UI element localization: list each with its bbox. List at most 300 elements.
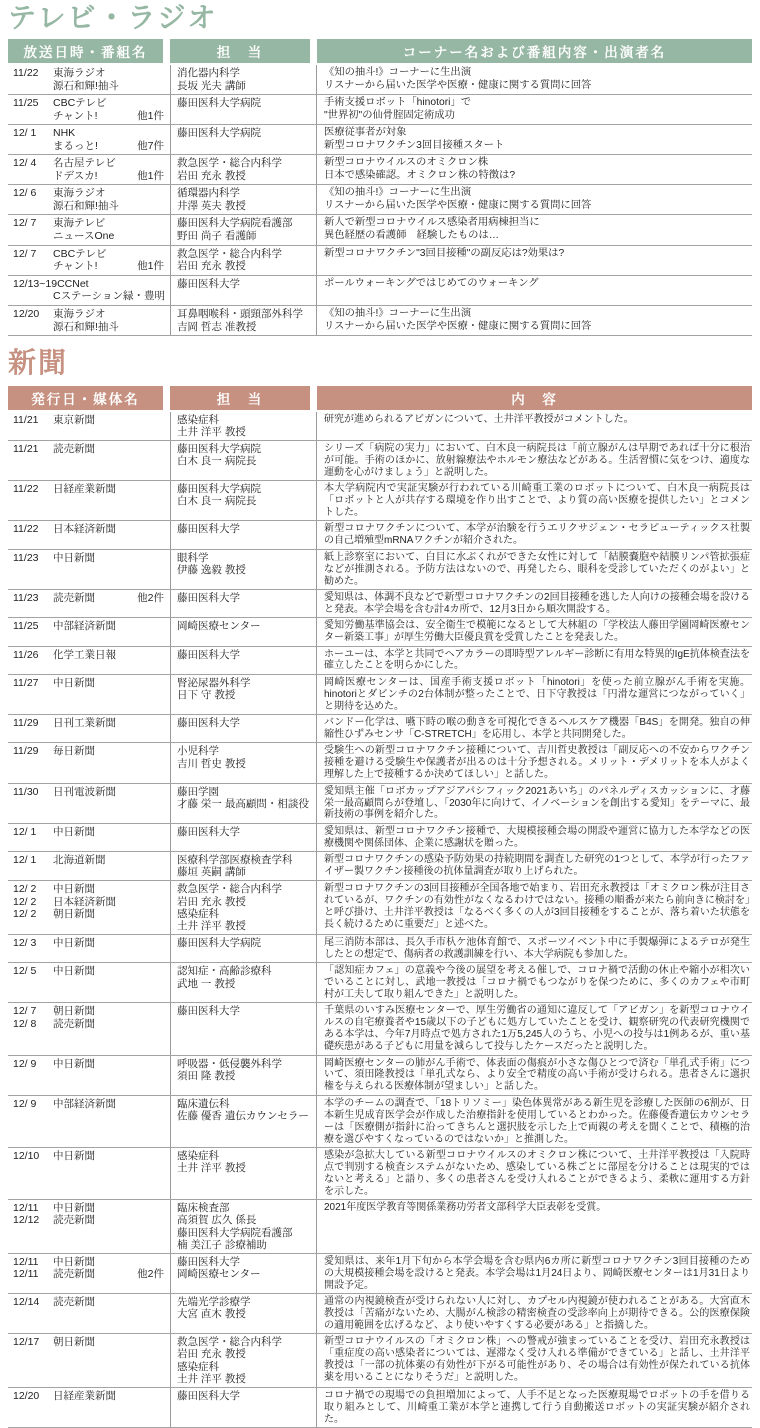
table-row [8, 1294, 752, 1334]
cell-content [316, 590, 752, 617]
date-text: 11/26 [13, 648, 39, 661]
media-line [13, 1336, 168, 1348]
cell-staff [170, 824, 316, 851]
staff-line: 救急医学・総合内科学 [177, 157, 282, 170]
staff-line: 腎泌尿器外科学 [177, 676, 251, 689]
cell-staff [170, 441, 316, 480]
date-text: 12/ 1 [13, 127, 37, 140]
table-row [8, 715, 752, 743]
date-text: 12/ 7 [13, 247, 37, 260]
media-line [13, 321, 168, 334]
cell-staff [170, 1254, 316, 1293]
table-row [8, 1003, 752, 1055]
date-text: 11/22 [13, 523, 39, 536]
table-row [8, 647, 752, 675]
date-text [13, 170, 53, 183]
cell-content [316, 215, 752, 244]
media-line [13, 717, 168, 729]
cell-staff [170, 125, 316, 154]
media-line [13, 677, 168, 689]
cell-date-media [8, 1003, 170, 1054]
content-line: 医療従事者が対象 [324, 127, 407, 139]
table-row [8, 306, 752, 336]
staff-line: 眼科学 [177, 551, 209, 564]
content-line: 新型コロナワクチンの感染予防効果の持続期間を調査した研究の1つとして、本学が行ったファイザー製ワクチン接種後の抗体量調査が取り上げられた。 [324, 854, 750, 878]
cell-staff [170, 276, 316, 305]
date-text: 12/ 4 [13, 157, 37, 170]
date-text: 12/ 7 [13, 217, 37, 230]
media-line [13, 443, 168, 455]
date-text: 11/27 [13, 676, 39, 689]
cell-date-media [8, 185, 170, 214]
media-line [13, 965, 168, 977]
cell-date-media [8, 935, 170, 962]
media-name: 源石和輝!抽斗 [53, 320, 119, 333]
cell-content [316, 521, 752, 548]
media-name: 東海テレビ [53, 217, 106, 230]
media-name: まるっと! [53, 139, 98, 152]
staff-line: 藤田医科大学 [177, 277, 240, 290]
table-row [8, 1254, 752, 1294]
extra-count: 他1件 [137, 260, 164, 273]
cell-content [316, 1096, 752, 1147]
content-line: 感染が急拡大している新型コロナウイルスのオミクロン株について、土井洋平教授は「入院時点で判別する検査システムがないため、感染している株ごとに部屋を分けることは現実的ではないと考える」と語り、多くの患者さんを受け入れることができるよう、柔軟に運用する方針を示した。 [324, 1149, 750, 1197]
date-text: 12/11 [13, 1202, 39, 1215]
media-name: チャント! [53, 260, 98, 273]
cell-content [316, 935, 752, 962]
cell-staff [170, 935, 316, 962]
cell-staff [170, 1056, 316, 1095]
staff-line: 吉川 哲史 教授 [177, 757, 246, 770]
cell-staff [170, 185, 316, 214]
table-row [8, 935, 752, 963]
table-row [8, 1388, 752, 1428]
cell-date-media [8, 743, 170, 782]
media-name: 読売新聞 [53, 1295, 95, 1308]
media-name: 日経産業新聞 [53, 483, 116, 496]
extra-count: 他1件 [137, 109, 164, 122]
date-text: 12/17 [13, 1336, 40, 1349]
content-line: ポールウォーキングではじめてのウォーキング [324, 277, 539, 289]
cell-content [316, 550, 752, 589]
content-line: 新型コロナウイルスの「オミクロン株」への警戒が強まっていることを受け、岩田充永教授は「重症度の高い感染者については、遅滞なく受け入れる準備ができている」と話し、土井洋平教授は「一部の抗体薬の有効性が下がる可能性があり、その場合は有効性が保たれている抗体薬を用いることになりそうだ」と説明した。 [324, 1336, 750, 1383]
cell-content [316, 125, 752, 154]
staff-line: 吉岡 哲志 准教授 [177, 320, 257, 333]
cell-date-media [8, 647, 170, 674]
media-line [13, 523, 168, 535]
extra-count: 他1件 [137, 170, 164, 183]
staff-line: 臨床検査部 [177, 1202, 230, 1215]
cell-staff [170, 784, 316, 823]
staff-line: 救急医学・総合内科学 [177, 247, 282, 260]
table-row [8, 1148, 752, 1200]
table-row [8, 412, 752, 441]
content-line: バンドー化学は、嚥下時の喉の動きを可視化できるヘルスケア機器「B4S」を開発。独自の伸縮性ひずみセンサ「C-STRETCH」を応用し、本学と共同開発した。 [324, 717, 750, 740]
cell-date-media [8, 963, 170, 1002]
media-name: ニュースOne [53, 230, 115, 243]
staff-line: 岩田 充永 教授 [177, 170, 246, 183]
media-line [13, 1058, 168, 1070]
cell-date-media [8, 881, 170, 934]
cell-date-media [8, 1334, 170, 1387]
cell-content [316, 824, 752, 851]
cell-date-media [8, 441, 170, 480]
staff-line: 岩田 充永 教授 [177, 260, 246, 273]
media-name: 化学工業日報 [53, 648, 116, 661]
media-line [13, 140, 168, 153]
newspaper-header-publish-date-media: 発行日・媒体名 [8, 386, 163, 410]
cell-staff [170, 590, 316, 617]
media-line [13, 1214, 168, 1226]
staff-line: 佐藤 優香 遺伝カウンセラー [177, 1110, 309, 1123]
staff-line: 感染症科 [177, 413, 219, 426]
staff-line: 藤田医科大学 [177, 825, 240, 838]
media-name: 中部経済新聞 [53, 1097, 116, 1110]
staff-line: 須田 隆 教授 [177, 1069, 236, 1082]
media-name: 日刊電波新聞 [53, 785, 116, 798]
cell-staff [170, 412, 316, 440]
cell-content [316, 963, 752, 1002]
media-line [13, 883, 168, 895]
staff-line: 救急医学・総合内科学 [177, 1336, 282, 1349]
staff-line: 岡崎医療センター [177, 620, 261, 633]
media-line [13, 414, 168, 426]
table-row [8, 1096, 752, 1148]
content-line: リスナーから届いた医学や医療・健康に関する質問に回答 [324, 200, 592, 212]
cell-content [316, 441, 752, 480]
media-line [13, 552, 168, 564]
newspaper-table-body [8, 412, 752, 1428]
date-text: 12/13~19 [13, 277, 58, 290]
cell-staff [170, 65, 316, 94]
staff-line: 土井 洋平 教授 [177, 920, 246, 933]
staff-line: 藤田医科大学 [177, 1255, 240, 1268]
media-name: 読売新聞 [53, 1214, 95, 1227]
content-line: 千葉県のいすみ医療センターで、厚生労働省の通知に違反して「アビガン」を新型コロナウイルスの自宅療養者や15歳以下の子どもに処方していたことを受け、観察研究の代表研究機関である本学は、今年7月時点で処方された1万5,245人のうち、小児への投与は1例あるが、重い基礎疾患がある子どもに用量を減らして投与したケースだったと説明した。 [324, 1005, 750, 1053]
media-name: 源石和輝!抽斗 [53, 79, 119, 92]
staff-line: 消化器内科学 [177, 67, 240, 79]
media-name: 読売新聞 [53, 442, 95, 455]
content-line: 異色経歴の看護師 経験したものは… [324, 230, 500, 242]
media-name: 毎日新聞 [53, 745, 95, 758]
media-name: 東海ラジオ [53, 307, 106, 320]
media-line [13, 908, 168, 920]
media-line [13, 170, 168, 183]
media-line [13, 127, 168, 140]
cell-staff [170, 215, 316, 244]
media-name: 中日新聞 [53, 1149, 95, 1162]
content-line: 手術支援ロボット「hinotori」で [324, 97, 472, 109]
table-row [8, 675, 752, 715]
date-text: 11/21 [13, 413, 39, 426]
cell-staff [170, 521, 316, 548]
media-name: 東海ラジオ [53, 67, 106, 79]
staff-line: 野田 尚子 看護師 [177, 230, 257, 243]
cell-staff [170, 963, 316, 1002]
staff-line: 藤田学園 [177, 785, 219, 798]
section-tv-radio [8, 2, 752, 336]
date-text [13, 200, 53, 213]
media-line [13, 110, 168, 123]
media-line [13, 896, 168, 908]
media-name: 日刊工業新聞 [53, 717, 116, 730]
cell-date-media [8, 1096, 170, 1147]
content-line: "世界初"の仙骨腟固定術成功 [324, 109, 455, 121]
cell-content [316, 1056, 752, 1095]
staff-line: 才藤 栄一 最高顧問・相談役 [177, 797, 309, 810]
table-row [8, 784, 752, 824]
staff-line: 小児科学 [177, 745, 219, 758]
media-name: 中日新聞 [53, 676, 95, 689]
date-text: 12/12 [13, 1214, 40, 1227]
media-name: 源石和輝!抽斗 [53, 200, 119, 213]
staff-line: 大宮 直木 教授 [177, 1308, 246, 1321]
media-name: 中日新聞 [53, 1057, 95, 1070]
media-line [13, 786, 168, 798]
media-name: 中日新聞 [53, 1255, 95, 1268]
media-line [13, 67, 168, 80]
extra-count: 他2件 [137, 591, 164, 604]
date-text: 11/30 [13, 785, 39, 798]
table-row [8, 276, 752, 306]
staff-line: 岡崎医療センター [177, 1268, 261, 1281]
media-name: 朝日新聞 [53, 907, 95, 920]
content-line: 岡崎医療センターの肺がん手術で、体表面の傷痕が小さな傷ひとつで済む「単孔式手術」について、須田隆教授は「単孔式なら、より安全で精度の高い手術が受けられる。患者さんに選択権を与えられる医療体制が望ましい」と話した。 [324, 1057, 750, 1093]
staff-line: 武地 一 教授 [177, 977, 236, 990]
media-line [13, 1018, 168, 1030]
table-row [8, 481, 752, 521]
cell-date-media [8, 1254, 170, 1293]
cell-date-media [8, 784, 170, 823]
cell-staff [170, 1096, 316, 1147]
cell-staff [170, 743, 316, 782]
media-line [13, 230, 168, 243]
media-name: ドデスカ! [53, 170, 98, 183]
cell-date-media [8, 481, 170, 520]
cell-staff [170, 1148, 316, 1199]
table-row [8, 590, 752, 618]
date-text [13, 140, 53, 153]
cell-staff [170, 306, 316, 335]
date-text: 12/ 1 [13, 854, 37, 867]
content-line: 新型コロナウイルスのオミクロン株 [324, 157, 489, 169]
cell-date-media [8, 1388, 170, 1427]
date-text: 12/ 2 [13, 883, 37, 896]
content-line: 本大学病院内で実証実験が行われている川崎重工業のロボットについて、白木良一病院長は「ロボットと人が共存する環境を作り出すことで、より質の高い医療を提供したい」とコメントした。 [324, 483, 750, 518]
date-text: 11/25 [13, 97, 39, 110]
staff-line: 土井 洋平 教授 [177, 426, 246, 439]
table-row [8, 521, 752, 549]
content-line: 《知の抽斗!》コーナーに生出演 [324, 307, 472, 319]
cell-content [316, 675, 752, 714]
media-name: 日経産業新聞 [53, 1389, 116, 1402]
cell-content [316, 1388, 752, 1427]
staff-line: 感染症科 [177, 1149, 219, 1162]
cell-staff [170, 675, 316, 714]
cell-staff [170, 1200, 316, 1253]
staff-line: 藤田医科大学病院看護部 [177, 217, 293, 230]
staff-line: 藤田医科大学 [177, 648, 240, 661]
section-title-newspaper: 新聞 [8, 346, 69, 378]
cell-content [316, 618, 752, 645]
date-text: 12/11 [13, 1268, 39, 1281]
staff-line: 感染症科 [177, 1360, 219, 1373]
staff-line: 藤田医科大学病院看護部 [177, 1226, 293, 1239]
cell-content [316, 1200, 752, 1253]
staff-line: 白木 良一 病院長 [177, 495, 257, 508]
media-name: 中日新聞 [53, 883, 95, 896]
table-row [8, 125, 752, 155]
staff-line: 藤田医科大学病院 [177, 483, 261, 496]
table-row [8, 963, 752, 1003]
media-name: 中日新聞 [53, 965, 95, 978]
staff-line: 藤田医科大学病院 [177, 127, 261, 140]
content-line: 新型コロナワクチンの3回目接種が全国各地で始まり、岩田充永教授は「オミクロン株が注目されているが、ワクチンの有効性がなくなるわけではない。接種の順番が来たら前向きに検討を」と呼び掛け、土井洋平教授は「なるべく多くの人が3回目接種をすることが、落ち着いた状態を長く続けるために重要だ」と述べた。 [324, 883, 750, 930]
table-row [8, 95, 752, 125]
media-name: 朝日新聞 [53, 1336, 95, 1349]
cell-content [316, 95, 752, 124]
table-row [8, 441, 752, 481]
cell-date-media [8, 1148, 170, 1199]
extra-count: 他2件 [137, 1268, 164, 1281]
content-line: 愛知県は、新型コロナワクチン接種で、大規模接種会場の開設や運営に協力した本学などの医療機関や関係団体、企業に感謝状を贈った。 [324, 825, 750, 849]
date-text: 12/ 8 [13, 1017, 37, 1030]
table-row [8, 852, 752, 881]
staff-line: 藤田医科大学 [177, 591, 240, 604]
media-line [13, 290, 168, 303]
content-line: 新型コロナワクチンについて、本学が治験を行うエリクサジェン・セラピューティックス社製の自己増殖型mRNAワクチンが紹介された。 [324, 523, 750, 547]
cell-content [316, 1334, 752, 1387]
media-line [13, 826, 168, 838]
date-text: 12/ 2 [13, 907, 37, 920]
content-line: リスナーから届いた医学や医療・健康に関する質問に回答 [324, 320, 592, 332]
newspaper-table-header [8, 386, 752, 410]
section-title-tv-radio: テレビ・ラジオ [8, 2, 218, 33]
content-line: 日本で感染確認。オミクロン株の特徴は? [324, 170, 516, 182]
table-row [8, 215, 752, 245]
staff-line: 臨床遺伝科 [177, 1097, 230, 1110]
content-line: 研究が進められるアビガンについて、土井洋平教授がコメントした。 [324, 413, 634, 425]
cell-content [316, 881, 752, 934]
cell-staff [170, 647, 316, 674]
table-row [8, 185, 752, 215]
cell-content [316, 155, 752, 184]
staff-line: 高須賀 広久 係長 [177, 1214, 257, 1227]
media-name: 中日新聞 [53, 551, 95, 564]
table-row [8, 743, 752, 783]
staff-line: 呼吸器・低侵襲外科学 [177, 1057, 282, 1070]
staff-line: 伊藤 逸毅 教授 [177, 563, 246, 576]
tv-table-header [8, 39, 752, 63]
tv-table-body [8, 65, 752, 336]
staff-line: 藤田医科大学 [177, 1005, 240, 1018]
table-row [8, 1056, 752, 1096]
cell-staff [170, 852, 316, 880]
content-line: 本学のチームの調査で、「18トリソミー」染色体異常がある新生児を診療した医師の6割が、日本新生児成育医学会が作成した治療指針を使用しているとわかった。佐藤優香遺伝カウンセラーは「医療側が指針に沿ってきちんと選択肢を示した上で両親の考えを聞くことで、積極的治療を選びやすくなっているのではないか」と推測した。 [324, 1097, 750, 1145]
media-name: 読売新聞 [53, 591, 95, 604]
media-name: CBCテレビ [53, 97, 107, 110]
cell-staff [170, 155, 316, 184]
cell-date-media [8, 1056, 170, 1095]
table-row [8, 618, 752, 646]
cell-staff [170, 95, 316, 124]
cell-staff [170, 550, 316, 589]
cell-staff [170, 881, 316, 934]
cell-date-media [8, 852, 170, 880]
date-text: 12/ 1 [13, 825, 37, 838]
cell-staff [170, 481, 316, 520]
cell-date-media [8, 95, 170, 124]
content-line: 新型コロナワクチン"3回目接種"の副反応は?効果は? [324, 247, 565, 259]
media-line [13, 1268, 168, 1280]
media-name: 読売新聞 [53, 1268, 95, 1281]
content-line: 受験生への新型コロナワクチン接種について、吉川哲史教授は「副反応への不安からワクチン接種を避ける受験生や保護者が出るのは十分予想される。メリット・デメリットを本人がよく理解した上で接種するか決めてほしい」と話した。 [324, 745, 750, 781]
cell-content [316, 1148, 752, 1199]
cell-content [316, 246, 752, 275]
date-text: 11/22 [13, 483, 39, 496]
media-name: 東海ラジオ [53, 187, 106, 200]
media-line [13, 745, 168, 757]
content-line: 愛知労働基準協会は、安全衛生で模範になるとして大林組の「学校法人藤田学園岡崎医療センター新築工事」が厚生労働大臣優良賞を受賞したことを発表した。 [324, 620, 750, 644]
cell-date-media [8, 590, 170, 617]
media-line [13, 649, 168, 661]
table-row [8, 1334, 752, 1388]
table-row [8, 65, 752, 95]
cell-content [316, 276, 752, 305]
content-line: 新型コロナワクチン3回目接種スタート [324, 139, 505, 151]
cell-date-media [8, 715, 170, 742]
content-line: 《知の抽斗!》コーナーに生出演 [324, 67, 472, 78]
date-text: 12/ 2 [13, 895, 37, 908]
media-line [13, 97, 168, 110]
staff-line: 土井 洋平 教授 [177, 1373, 246, 1386]
cell-content [316, 647, 752, 674]
table-row [8, 550, 752, 590]
media-line [13, 1202, 168, 1214]
cell-date-media [8, 155, 170, 184]
cell-content [316, 1003, 752, 1054]
media-name: 名古屋テレビ [53, 157, 116, 170]
date-text: 12/ 7 [13, 1005, 37, 1018]
media-name: 東京新聞 [53, 413, 95, 426]
staff-line: 井澤 英夫 教授 [177, 200, 246, 213]
staff-line: 感染症科 [177, 907, 219, 920]
content-line: 愛知県は、来年1月下旬から本学会場を含む県内6カ所に新型コロナワクチン3回目接種のための大規模接種会場を設けると発表。本学会場は1月24日より、岡崎医療センターは1月31日より開設予定。 [324, 1255, 750, 1291]
cell-content [316, 715, 752, 742]
media-name: 北海道新聞 [53, 854, 106, 867]
cell-staff [170, 715, 316, 742]
cell-content [316, 412, 752, 440]
media-name: 中日新聞 [53, 1202, 95, 1215]
media-name: 中日新聞 [53, 825, 95, 838]
cell-content [316, 481, 752, 520]
content-line: 尾三消防本部は、長久手市杁ケ池体育館で、スポーツイベント中に手製爆弾によるテロが発生したとの想定で、傷病者の救護訓練を行い、本大学病院も参加した。 [324, 936, 750, 960]
cell-staff [170, 1334, 316, 1387]
staff-line: 岩田 充永 教授 [177, 1348, 246, 1361]
date-text: 12/ 9 [13, 1097, 37, 1110]
media-line [13, 1150, 168, 1162]
staff-line: 白木 良一 病院長 [177, 455, 257, 468]
media-name: NHK [53, 127, 76, 140]
media-line [13, 157, 168, 170]
media-line [13, 483, 168, 495]
tv-header-broadcast-date-program: 放送日時・番組名 [8, 39, 163, 63]
media-line [13, 217, 168, 230]
date-text: 11/29 [13, 717, 39, 730]
staff-line: 藤田医科大学病院 [177, 936, 261, 949]
staff-line: 長坂 光夫 講師 [177, 79, 246, 92]
staff-line: 先端光学診療学 [177, 1295, 251, 1308]
